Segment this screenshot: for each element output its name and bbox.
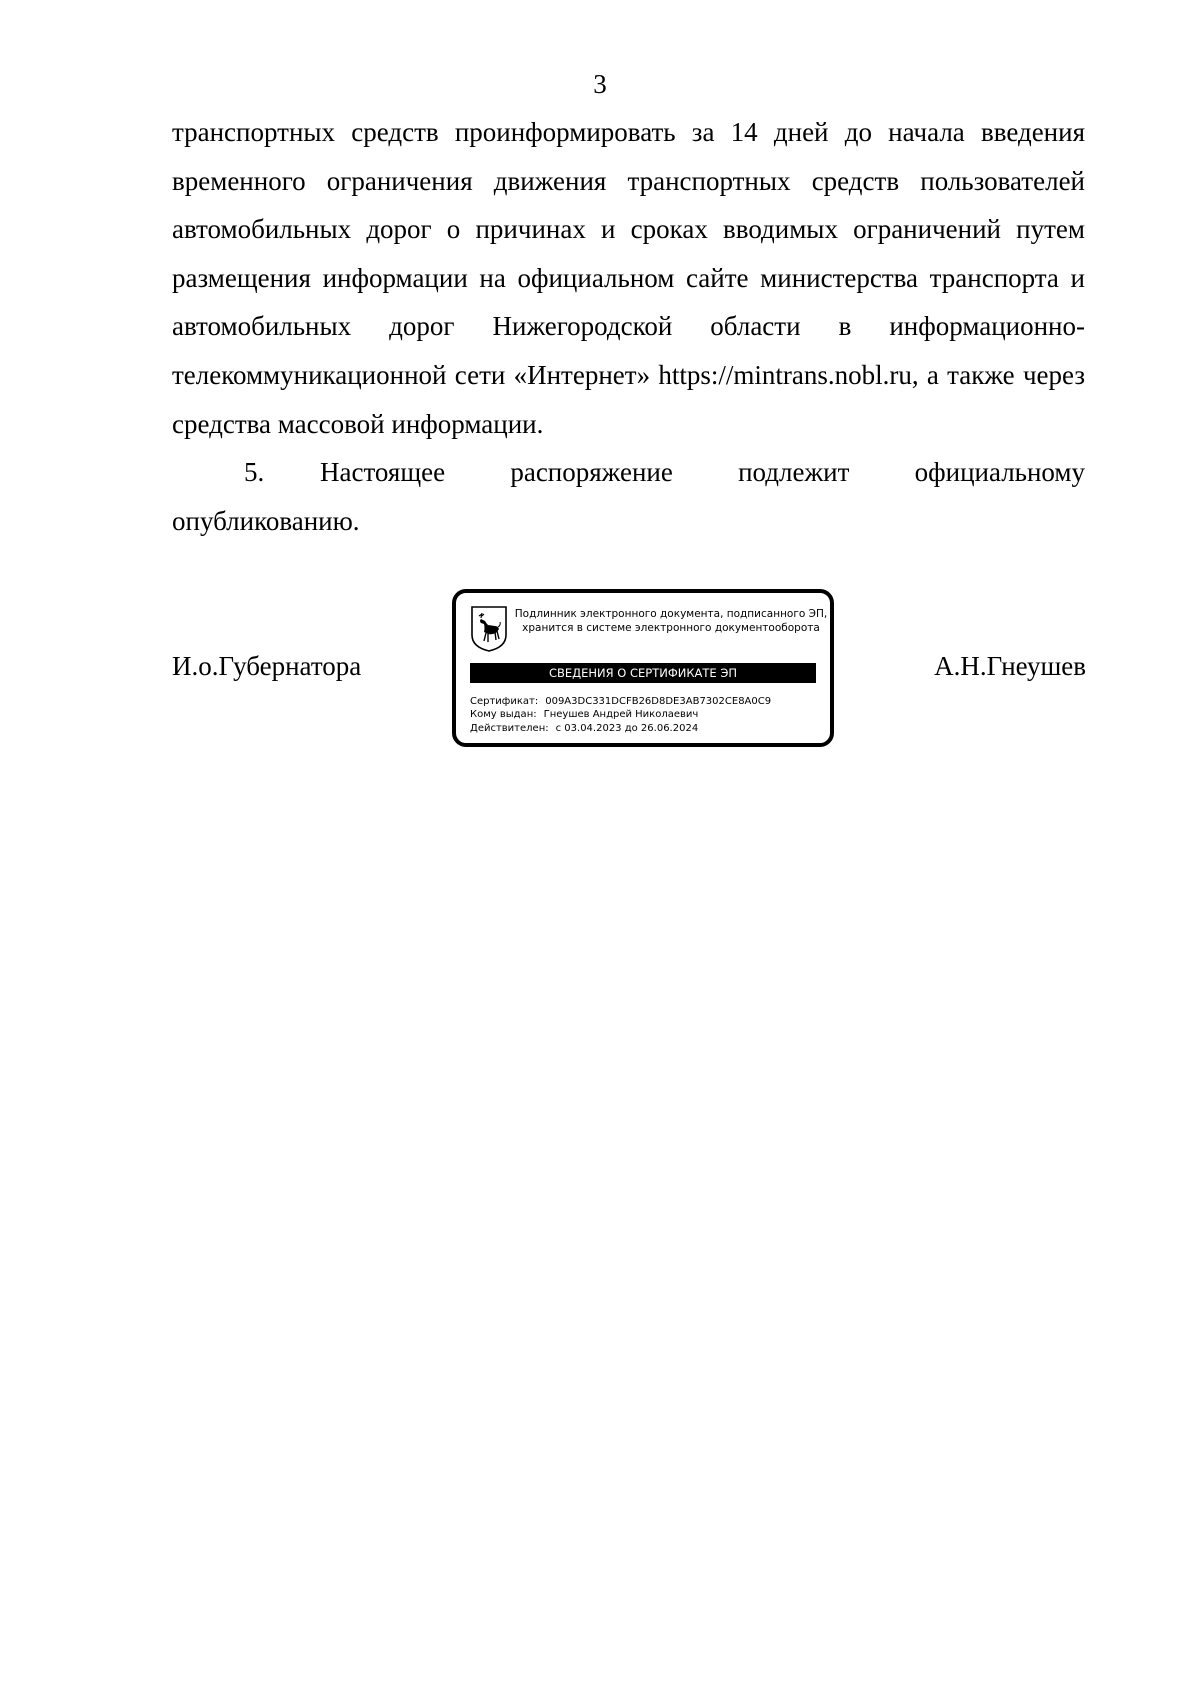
issued-to-row — [470, 708, 826, 721]
issued-to-label: Кому выдан: — [470, 709, 537, 721]
certificate-row — [470, 695, 826, 708]
page-number: 3 — [593, 69, 607, 99]
signatory-name: А.Н.Гнеушев — [934, 651, 1086, 681]
stamp-header — [512, 607, 830, 635]
validity-row — [470, 722, 826, 735]
stamp-details — [470, 695, 826, 735]
validity-value: с 03.04.2023 до 26.06.2024 — [555, 722, 699, 734]
stamp-header-line-2: хранится в системе электронного документооборота — [522, 622, 820, 634]
paragraph-5-number: 5. — [244, 457, 265, 488]
deer-emblem-icon — [470, 605, 508, 653]
certificate-value: 009A3DC331DCFB26D8DE3AB7302CE8A0C9 — [545, 696, 772, 707]
certificate-label: Сертификат: — [470, 696, 539, 707]
paragraph-continued: транспортных средств проинформировать за 14 дней до начала введения временного ограничения движения транспортных средств пользователей автомобильных дорог о причинах и сроках вводимых ограничений путем размещения информации на официальном сайте министерства транспорта и автомобильных дорог Нижегородской области в информационно-телекоммуникационной сети «Интернет» https://mintrans.nobl.ru, а также через средства массовой информации. — [172, 117, 1085, 439]
paragraph-5 — [172, 448, 1085, 545]
paragraph-5-text: Настоящее распоряжение подлежит официальному опубликованию. — [172, 457, 1085, 536]
stamp-title: СВЕДЕНИЯ О СЕРТИФИКАТЕ ЭП — [470, 663, 816, 683]
electronic-signature-stamp — [452, 589, 834, 747]
issued-to-value: Гнеушев Андрей Николаевич — [543, 709, 699, 721]
document-body — [172, 108, 1085, 545]
signatory-position: И.о.Губернатора — [172, 651, 362, 681]
validity-label: Действителен: — [470, 722, 549, 734]
stamp-header-line-1: Подлинник электронного документа, подписанного ЭП, — [514, 608, 828, 620]
